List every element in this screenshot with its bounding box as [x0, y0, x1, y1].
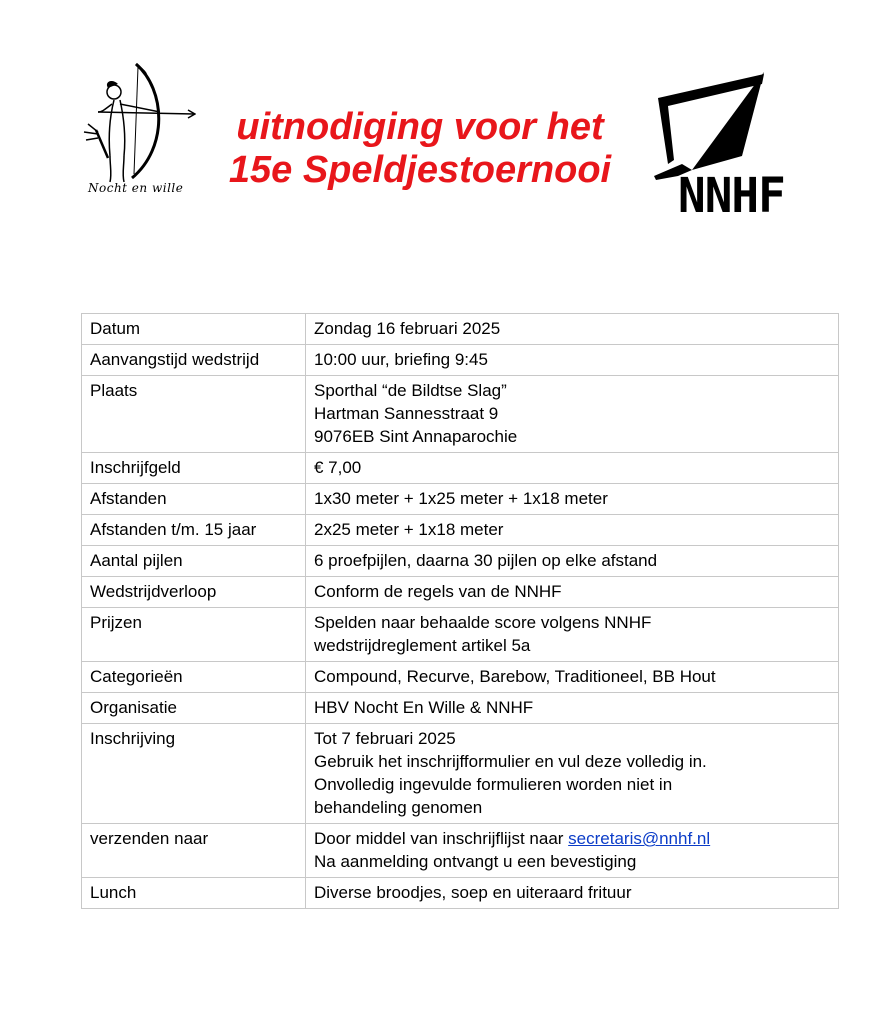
title-line-2: 15e Speldjestoernooi	[228, 149, 612, 191]
value-line: Hartman Sannesstraat 9	[314, 404, 499, 423]
table-row	[82, 724, 839, 824]
table-row	[82, 376, 839, 453]
row-label: Aantal pijlen	[82, 546, 306, 577]
table-row	[82, 515, 839, 546]
value-line: 1x30 meter + 1x25 meter + 1x18 meter	[314, 489, 608, 508]
value-line: Conform de regels van de NNHF	[314, 582, 562, 601]
nnhf-logo-text: NNHF	[678, 166, 785, 224]
value-line: Diverse broodjes, soep en uiteraard frituur	[314, 883, 632, 902]
value-line: 2x25 meter + 1x18 meter	[314, 520, 504, 539]
row-value	[306, 662, 839, 693]
table-row	[82, 577, 839, 608]
row-label: Aanvangstijd wedstrijd	[82, 345, 306, 376]
tournament-info-table	[81, 313, 839, 909]
nnhf-logo	[652, 72, 828, 228]
value-line: wedstrijdreglement artikel 5a	[314, 636, 531, 655]
value-line	[314, 827, 830, 850]
title-line-1: uitnodiging voor het	[236, 106, 604, 148]
table-row	[82, 453, 839, 484]
table-row	[82, 693, 839, 724]
value-line: Compound, Recurve, Barebow, Traditioneel, BB Hout	[314, 667, 716, 686]
value-line: Spelden naar behaalde score volgens NNHF	[314, 613, 652, 632]
row-label: Afstanden t/m. 15 jaar	[82, 515, 306, 546]
nnhf-arrow-head-icon	[652, 72, 828, 182]
table-row	[82, 345, 839, 376]
row-value	[306, 546, 839, 577]
value-line: 6 proefpijlen, daarna 30 pijlen op elke afstand	[314, 551, 658, 570]
row-value	[306, 577, 839, 608]
value-line: Zondag 16 februari 2025	[314, 319, 501, 338]
row-value	[306, 878, 839, 909]
value-line: HBV Nocht En Wille & NNHF	[314, 698, 534, 717]
table-row	[82, 878, 839, 909]
value-line: 10:00 uur, briefing 9:45	[314, 350, 488, 369]
table-row	[82, 608, 839, 662]
row-label: Lunch	[82, 878, 306, 909]
value-line: Na aanmelding ontvangt u een bevestiging	[314, 852, 637, 871]
row-label: Organisatie	[82, 693, 306, 724]
email-link[interactable]: secretaris@nnhf.nl	[568, 829, 711, 848]
table-row	[82, 314, 839, 345]
page-title	[200, 106, 640, 192]
nocht-en-wille-logo	[74, 60, 196, 200]
value-prefix: Door middel van inschrijflijst naar	[314, 829, 569, 848]
value-line: Onvolledig ingevulde formulieren worden niet in	[314, 775, 673, 794]
table-row	[82, 484, 839, 515]
row-value	[306, 724, 839, 824]
row-value	[306, 515, 839, 546]
table-row	[82, 824, 839, 878]
row-label: Plaats	[82, 376, 306, 453]
row-value	[306, 824, 839, 878]
row-label: Afstanden	[82, 484, 306, 515]
row-label: Inschrijfgeld	[82, 453, 306, 484]
logo-caption: Nocht en wille	[88, 181, 184, 195]
value-line: Sporthal “de Bildtse Slag”	[314, 381, 507, 400]
value-line: Gebruik het inschrijfformulier en vul deze volledig in.	[314, 752, 707, 771]
row-value	[306, 484, 839, 515]
row-value	[306, 453, 839, 484]
value-line: Tot 7 februari 2025	[314, 729, 456, 748]
row-label: Wedstrijdverloop	[82, 577, 306, 608]
row-label: Datum	[82, 314, 306, 345]
row-value	[306, 693, 839, 724]
value-line: behandeling genomen	[314, 798, 483, 817]
row-value	[306, 608, 839, 662]
row-label: Inschrijving	[82, 724, 306, 824]
table-row	[82, 546, 839, 577]
row-value	[306, 314, 839, 345]
row-label: Prijzen	[82, 608, 306, 662]
archer-with-bow-icon	[74, 60, 196, 184]
value-line: 9076EB Sint Annaparochie	[314, 427, 518, 446]
row-value	[306, 376, 839, 453]
row-value	[306, 345, 839, 376]
row-label: verzenden naar	[82, 824, 306, 878]
value-line: € 7,00	[314, 458, 362, 477]
table-row	[82, 662, 839, 693]
row-label: Categorieën	[82, 662, 306, 693]
